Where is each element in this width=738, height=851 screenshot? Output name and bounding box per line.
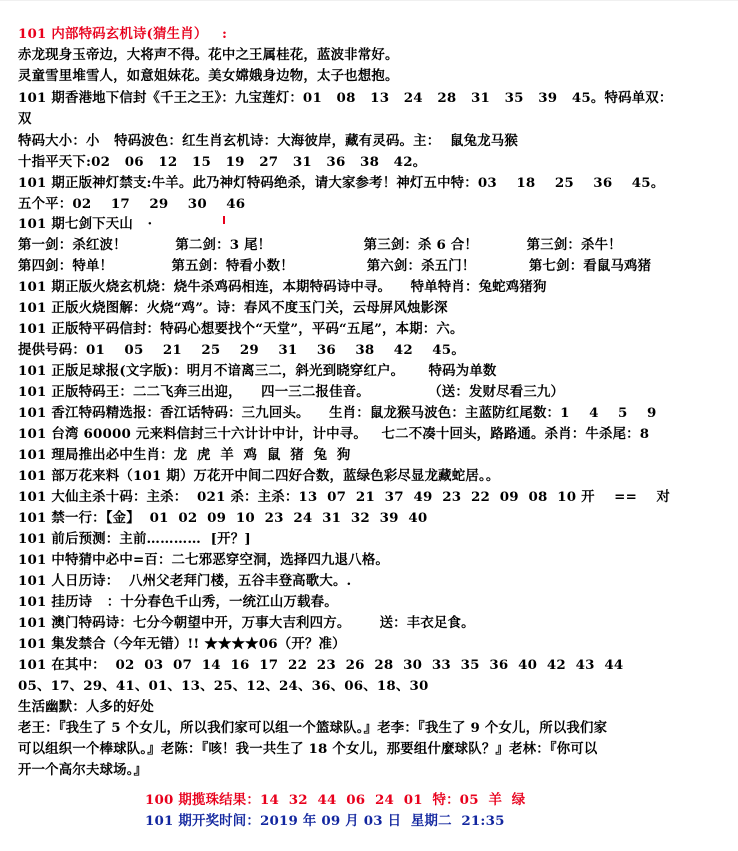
- text-line: 101 澳门特码诗：七分今朝望中开，万事大吉利四方。 送：丰衣足食。: [18, 615, 475, 631]
- text-line: 101 集发禁合（今年无错）!! ★★★★06（开？准）: [18, 636, 346, 652]
- doc-title: 101 内部特码玄机诗(猜生肖） :: [18, 26, 228, 42]
- text-line: 101 正版足球报(文字版)：明月不谙离三二，斜光到晓穿红户。 特码为单数: [18, 363, 497, 379]
- text-line: 101 台湾 60000 元来料信封三十六计计中计，计中寻。 七二不凑十回头，路路通。杀肖：牛杀尾：8: [18, 426, 650, 442]
- text-line: 101 期正版神灯禁支:牛羊。此乃神灯特码绝杀，请大家参考！神灯五中特：03 18 25 36 45。: [18, 175, 665, 191]
- previous-draw-result: 100 期揽珠结果：14 32 44 06 24 01 特：05 羊 绿: [145, 792, 526, 808]
- text-line: 101 中特猜中必中=百：二七邪恶穿空洞，选择四九退八格。: [18, 552, 390, 568]
- text-line: 五个平：02 17 29 30 46: [18, 196, 246, 212]
- text-line: 101 禁一行：【金】 01 02 09 10 23 24 31 32 39 40: [18, 510, 428, 526]
- text-line: 101 香江特码精选报：香江话特码：三九回头。 生肖：鼠龙猴马波色：主蓝防红尾数：1 4 5 9: [18, 405, 657, 421]
- top-border: [0, 0, 738, 1]
- text-line: 灵童雪里堆雪人，如意姐妹花。美女嫦娥身边物，太子也想抱。: [18, 68, 399, 84]
- text-line: 双: [18, 111, 32, 127]
- text-line: 101 正版特码王：二二飞奔三出迎， 四一三二报佳音。 （送：发财尽看三九）: [18, 384, 565, 400]
- text-line: 101 正版特平码信封：特码心想要找个“天堂”，平码“五尾”，本期：六。: [18, 321, 464, 337]
- text-line: 101 理局推出必中生肖：龙 虎 羊 鸡 鼠 猪 兔 狗: [18, 447, 351, 463]
- text-line: 101 期香港地下信封《千王之王》：九宝莲灯：01 08 13 24 28 31 35 39 45。特码单双：: [18, 90, 673, 106]
- next-draw-time: 101 期开奖时间：2019 年 09 月 03 日 星期二 21:35: [145, 813, 505, 829]
- text-line: 特码大小：小 特码波色：红生肖玄机诗：大海彼岸，藏有灵码。主： 鼠兔龙马猴: [18, 133, 518, 149]
- text-line: 101 正版火烧图解：火烧“鸡”。诗：春风不度玉门关，云母屏风烛影深: [18, 300, 448, 316]
- text-line: 生活幽默：人多的好处: [18, 699, 154, 715]
- text-line: 101 挂历诗 ：十分春色千山秀，一统江山万载春。: [18, 594, 338, 610]
- red-mark: [223, 216, 225, 224]
- text-line: 101 部万花来料（101 期）万花开中间二四好合数，蓝绿色彩尽显龙藏蛇居。。: [18, 468, 500, 484]
- text-line: 101 期正版火烧玄机烧：烧牛杀鸡码相连，本期特码诗中寻。 特单特肖：兔蛇鸡猪狗: [18, 279, 547, 295]
- text-line: 十指平天下:02 06 12 15 19 27 31 36 38 42。: [18, 154, 427, 170]
- text-line: 101 在其中： 02 03 07 14 16 17 22 23 26 28 30 33 35 36 40 42 43 44: [18, 657, 624, 673]
- text-line: 101 人日历诗： 八州父老拜门楼，五谷丰登高歌大。.: [18, 573, 352, 589]
- text-line: 101 期七剑下天山 ·: [18, 216, 153, 232]
- text-line: 101 前后预测：主前………… [开？]: [18, 531, 251, 547]
- text-line: 第四剑：特单！ 第五剑：特看小数！ 第六剑：杀五门！ 第七剑：看鼠马鸡猪: [18, 258, 652, 274]
- text-line: 第一剑：杀红波！ 第二剑：3 尾！ 第三剑：杀 6 合！ 第三剑：杀牛！: [18, 237, 622, 253]
- text-line: 老王：『我生了 5 个女儿，所以我们家可以组一个篮球队。』老李：『我生了 9 个女儿，所以我们家: [18, 720, 608, 736]
- text-line: 赤龙现身玉帝边，大将声不得。花中之王属桂花，蓝波非常好。: [18, 47, 399, 63]
- text-line: 05、17、29、41、01、13、25、12、24、36、06、18、30: [18, 678, 429, 694]
- text-line: 提供号码：01 05 21 25 29 31 36 38 42 45。: [18, 342, 465, 358]
- text-line: 开一个高尔夫球场。』: [18, 762, 148, 778]
- text-line: 101 大仙主杀十码：主杀： 021 杀：主杀：13 07 21 37 49 23 22 09 08 10 开 == 对: [18, 489, 671, 505]
- text-line: 可以组织一个棒球队。』老陈：『咳！我一共生了 18 个女儿，那要组什麼球队？』老林：『你可以: [18, 741, 598, 757]
